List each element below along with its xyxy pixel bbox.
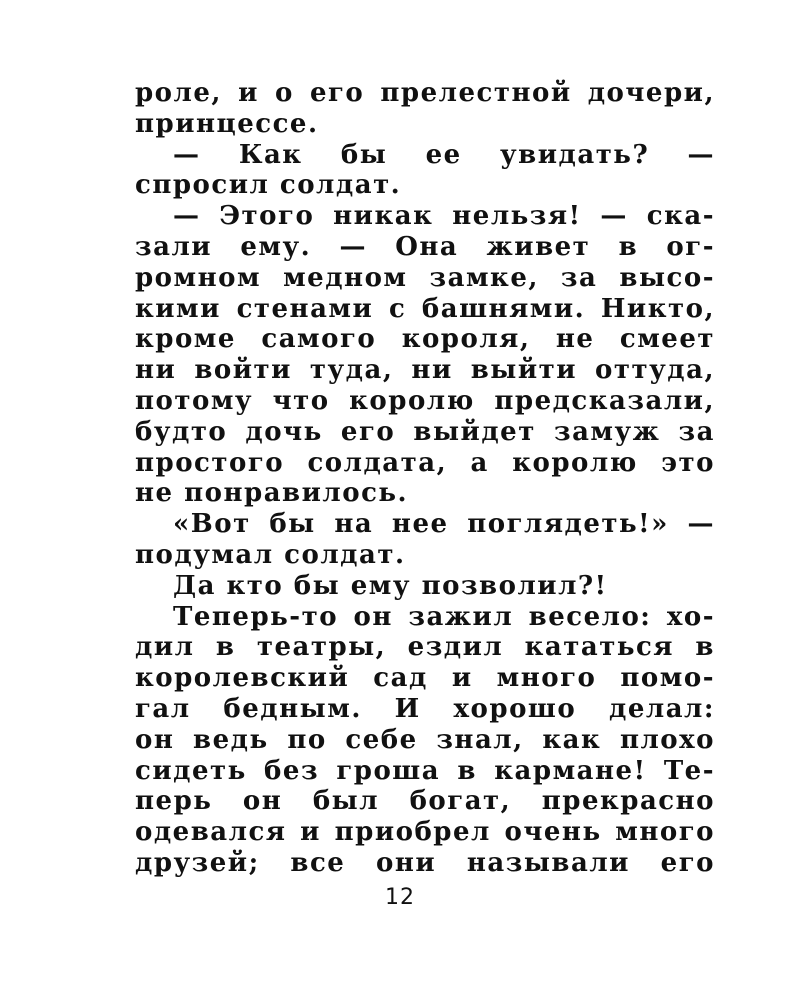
text-line: кими стенами с башнями. Никто, bbox=[135, 293, 715, 324]
text-line: «Вот бы на нее поглядеть!» — bbox=[173, 509, 715, 540]
text-line: кроме самого короля, не смеет bbox=[135, 324, 715, 355]
text-line: Теперь-то он зажил весело: хо- bbox=[173, 601, 715, 632]
body-text bbox=[135, 78, 715, 879]
text-line: будто дочь его выйдет замуж за bbox=[135, 416, 715, 447]
text-line: — Как бы ее увидать? — bbox=[173, 139, 715, 170]
text-line: сидеть без гроша в кармане! Те- bbox=[135, 755, 715, 786]
text-line: он ведь по себе знал, как плохо bbox=[135, 724, 715, 755]
text-line: принцессе. bbox=[135, 108, 319, 139]
text-line: роле, и о его прелестной дочери, bbox=[135, 78, 715, 108]
text-line: ни войти туда, ни выйти оттуда, bbox=[135, 355, 715, 386]
text-line: дил в театры, ездил кататься в bbox=[135, 632, 715, 663]
page-number: 12 bbox=[385, 885, 415, 910]
text-line: перь он был богат, прекрасно bbox=[135, 786, 715, 817]
text-line: спросил солдат. bbox=[135, 170, 402, 201]
text-line: ромном медном замке, за высо- bbox=[135, 262, 715, 293]
text-line: одевался и приобрел очень много bbox=[135, 817, 715, 848]
text-line: простого солдата, а королю это bbox=[135, 447, 715, 478]
text-line: королевский сад и много помо- bbox=[135, 663, 715, 694]
text-line: друзей; все они называли его bbox=[135, 847, 715, 878]
text-line: не понравилось. bbox=[135, 478, 409, 509]
text-line: Да кто бы ему позволил?! bbox=[173, 570, 608, 601]
text-line: зали ему. — Она живет в ог- bbox=[135, 231, 715, 262]
text-line: потому что королю предсказали, bbox=[135, 385, 715, 416]
text-line: подумал солдат. bbox=[135, 539, 406, 570]
text-line: — Этого никак нельзя! — ска- bbox=[173, 201, 715, 232]
text-line: гал бедным. И хорошо делал: bbox=[135, 693, 715, 724]
